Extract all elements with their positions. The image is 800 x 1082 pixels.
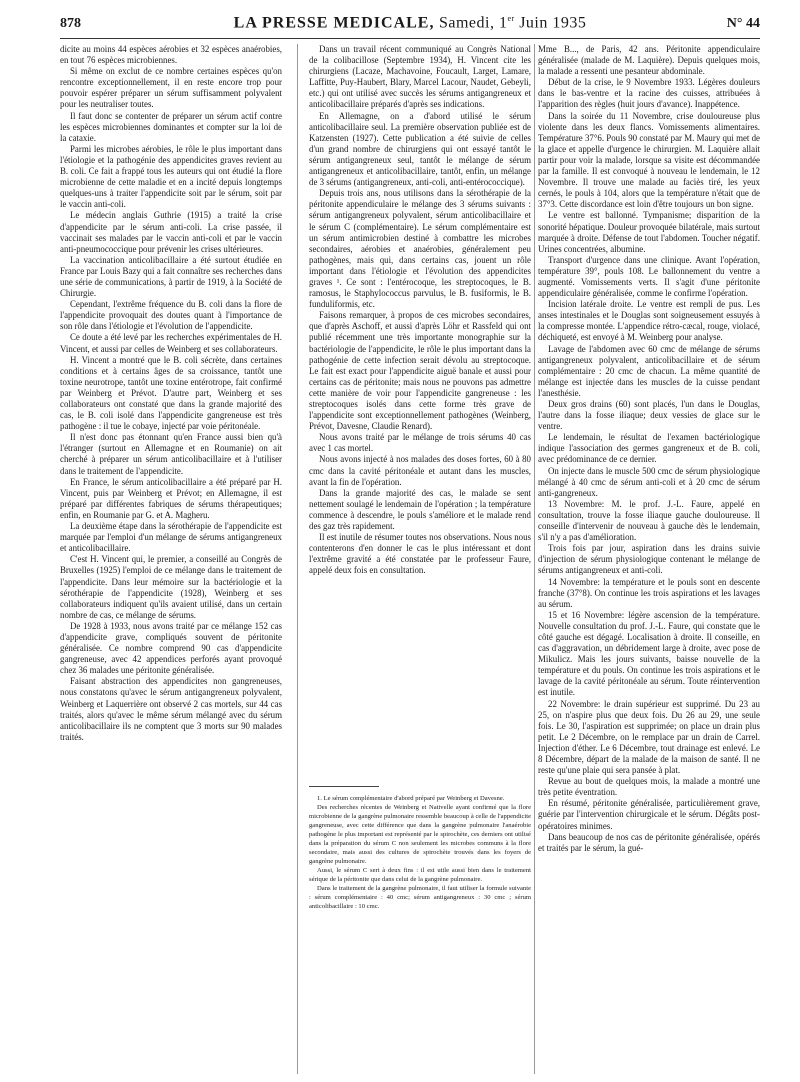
paragraph: 14 Novembre: la température et le pouls sont en descente franche (37°8). On continue les trois aspirations et les lavages au sérum. bbox=[538, 576, 760, 609]
paragraph: De 1928 à 1933, nous avons traité par ce mélange 152 cas d'appendicite grave, compliqués souvent de péritonite généralisée. Ce nombre comprend 90 cas d'appendicite gangreneuse, avec 42 appendices perforés ayant provoqué chez 36 malades une péritonite généralisée. bbox=[60, 620, 282, 676]
paragraph: dicite au moins 44 espèces aérobies et 32 espèces anaérobies, en tout 76 espèces microbiennes. bbox=[60, 44, 282, 66]
paragraph: Cependant, l'extrême fréquence du B. coli dans la flore de l'appendicite provoquait des doutes quant à l'importance de son rôle dans l'étiologie et l'évolution de l'appendicite. bbox=[60, 299, 282, 332]
paragraph: Revue au bout de quelques mois, la malade a montré une très petite éventration. bbox=[538, 776, 760, 798]
page-header bbox=[60, 14, 760, 38]
paragraph: Depuis trois ans, nous utilisons dans la sérothérapie de la péritonite appendiculaire le mélange des 3 sérums suivants : sérum antigangreneux polyvalent, sérum anticolibacillaire et le sérum C (complémentaire). Le sérum complémentaire est un sérum antimicrobien destiné à combattre les microbes secondaires, aérobies et anaérobies, généralement peu pathogènes, mais qui, dans certains cas, jouent un rôle important dans l'étiologie et l'évolution des appendicites graves ¹. Ce sont : l'entérocoque, les streptocoques, le B. ramosus, le Staphylococcus parvulus, le B. fusiformis, le B. funduliformis, etc. bbox=[309, 188, 531, 310]
issue-day: Samedi, bbox=[438, 14, 495, 32]
paragraph: C'est H. Vincent qui, le premier, a conseillé au Congrès de Bruxelles (1925) l'emploi de ce mélange dans le traitement de l'appendicite. Dans leur mémoire sur la bactériologie et la sérothérapie de l'appendicite (1928), Weinberg et ses collaborateurs indiquent qu'ils avaient utilisé, dans un certain nombre de cas, ce mélange de sérums. bbox=[60, 554, 282, 620]
paragraph: Si même on exclut de ce nombre certaines espèces qu'on rencontre exceptionnellement, il en reste encore trop pour pouvoir espérer préparer un sérum suffisamment polyvalent pour les neutraliser toutes. bbox=[60, 66, 282, 110]
issue-date-sup: er bbox=[507, 14, 515, 23]
footnotes bbox=[309, 794, 531, 1074]
header-rule bbox=[60, 38, 760, 39]
paragraph: Faisons remarquer, à propos de ces microbes secondaires, que d'après Aschoff, et aussi d'après Löhr et Rassfeld qui ont publié récemment une très importante monographie sur la bactériologie de l'appendicite, le rôle le plus important dans la pathogénie de cette infection serait dévolu au streptocoque. Le fait est exact pour l'appendicite aiguë banale et aussi pour certains cas de péritonite; mais nous ne pouvons pas admettre cette manière de voir pour l'appendicite gangreneuse : les streptocoques isolés dans cette forme très grave de l'appendicite sont exceptionnellement pathogènes (Weinberg, Prévot, Davesne, Claudie Renard). bbox=[309, 310, 531, 432]
paragraph: H. Vincent a montré que le B. coli sécrète, dans certaines conditions et à certains âges de sa croissance, tantôt une toxine neurotrope, tantôt une toxine entérotrope, fait confirmé par Weinberg et Prévot. D'autre part, Weinberg et ses collaborateurs ont constaté que dans la grande majorité des cas, le B. coli isolé dans l'appendicite gangreneuse est très pathogène : il tue le cobaye, injecté par voie péritonéale. bbox=[60, 354, 282, 432]
paragraph: Mme B..., de Paris, 42 ans. Péritonite appendiculaire généralisée (malade de M. Laquière). Depuis quelques mois, la malade a ressenti une pesanteur abdominale. bbox=[538, 44, 760, 77]
paragraph: Parmi les microbes aérobies, le rôle le plus important dans l'étiologie et la pathogénie des appendicites graves revient au B. coli. Ce fait a frappé tous les auteurs qui ont étudié la flore microbienne de cette maladie et en a incité depuis longtemps quelques-uns à traiter l'appendicite soit par le sérum, soit par le vaccin anti-coli. bbox=[60, 143, 282, 210]
paragraph: Nous avons traité par le mélange de trois sérums 40 cas avec 1 cas mortel. bbox=[309, 432, 531, 454]
paragraph: Nous avons injecté à nos malades des doses fortes, 60 à 80 cmc dans la cavité péritonéale et autant dans les muscles, avant la fin de l'opération. bbox=[309, 454, 531, 487]
paragraph: 1. Le sérum complémentaire d'abord préparé par Weinberg et Davesne. bbox=[317, 795, 505, 802]
text-column-1 bbox=[60, 44, 282, 1074]
paragraph: Dans beaucoup de nos cas de péritonite généralisée, opérés et traités par le sérum, la gué- bbox=[538, 831, 760, 853]
paragraph: 22 Novembre: le drain supérieur est supprimé. Du 23 au 25, on n'aspire plus que deux fois. Du 26 au 29, une seule fois. Le 30, l'aspiration est supprimée; on place un drain plus petit. Le 2 Décembre, on le remplace par un drain de Carrel. Injection d'éther. Le 6 Décembre, tout drainage est enlevé. Le 8 Décembre, départ de la malade de la maison de santé. Il ne reste qu'une plaie qui sera pansée à plat. bbox=[538, 698, 760, 776]
paragraph: Transport d'urgence dans une clinique. Avant l'opération, température 39°, pouls 108. Le ballonnement du ventre a augmenté. Vomissements verts. Il s'agit d'une péritonite appendiculaire généralisée, comme le confirme l'opération. bbox=[538, 254, 760, 299]
issue-number: N° 44 bbox=[726, 16, 760, 31]
paragraph: Trois fois par jour, aspiration dans les drains suivie d'injection de sérum physiologique contenant le mélange de sérums antigangreneux et anti-coli. bbox=[538, 543, 760, 576]
paragraph: On injecte dans le muscle 500 cmc de sérum physiologique mélangé à 40 cmc de sérum anti-coli et à 20 cmc de sérum anti-gangreneux. bbox=[538, 465, 760, 498]
paragraph: Ce doute a été levé par les recherches expérimentales de H. Vincent, et aussi par celles de Weinberg et ses collaborateurs. bbox=[60, 332, 282, 354]
paragraph: En France, le sérum anticolibacillaire a été préparé par H. Vincent, puis par Weinberg et Prévot; en Allemagne, il est préparé par différentes fabriques de sérums thérapeutiques; enfin, en Roumanie par G. et A. Magheru. bbox=[60, 476, 282, 520]
paragraph: Dans la soirée du 11 Novembre, crise douloureuse plus violente dans les deux flancs. Vomissements alimentaires. Température 37°6. Pouls 90 constaté par M. Maury qui met de la glace et appelle d'urgence le chirurgien. M. Laquière allait partir pour voir la malade, lorsque sa visite est décommandée par la famille. Il est convoqué à nouveau le lendemain, le 12 Novembre. Il trouve une malade au faciès tiré, les yeux cernés, le pouls à 104, alors que la température n'était que de 37°3. Cette discordance est loin d'être toujours un bon signe. bbox=[538, 110, 760, 210]
text-column-3 bbox=[538, 44, 760, 1074]
paragraph: 15 et 16 Novembre: légère ascension de la température. Nouvelle consultation du prof. J.-L. Faure, qui constate que le côté gauche est dégagé. Localisation à droite. Il conseille, en cas d'aggravation, un débridement large à droite, avec pose de Mikulicz. Mais les jours suivants, baisse nouvelle de la température et du pouls. On continue les trois aspirations et le lavage de la cavité péritonéale au sérum. Toute réintervention est inutile. bbox=[538, 609, 760, 698]
footnote-rule bbox=[309, 786, 379, 787]
text-column-2 bbox=[309, 44, 531, 780]
paragraph: Dans un travail récent communiqué au Congrès National de la colibacillose (Septembre 1934), H. Vincent cite les chirurgiens (Lacaze, Machavoine, Foucault, Larget, Lamare, Laffitte, Puy-Haubert, Blary, Marcel Lacour, Naudet, Gebeyli, etc.) qui ont utilisé avec succès les sérums antigangreneux et anticolibacillaire préparés d'après ses indications. bbox=[309, 44, 531, 110]
paragraph: En Allemagne, on a d'abord utilisé le sérum anticolibacillaire seul. La première observation publiée est de Katzensten (1927). Cette publication a été suivie de celles d'un grand nombre de chirurgiens qui ont essayé tantôt le sérum antigangreneux seul, tantôt le mélange de sérum antigangreneux et anticolibacillaire, tantôt, enfin, un mélange de 3 sérums (antigangreneux, anti-coli, anti-entérococcique). bbox=[309, 110, 531, 188]
paragraph: Faisant abstraction des appendicites non gangreneuses, nous constatons qu'avec le sérum antigangreneux polyvalent, Weinberg et Laquerrière ont observé 2 cas mortels, sur 44 cas traités, alors qu'avec le même sérum mélangé avec du sérum anticolibacillaire ils ne comptent que 3 morts sur 90 malades traités. bbox=[60, 676, 282, 742]
column-divider bbox=[534, 44, 535, 1074]
paragraph: Début de la crise, le 9 Novembre 1933. Légères douleurs dans le bas-ventre et la racine des cuisses, attribuées à l'apparition des règles (huit jours d'avance). Inappétence. bbox=[538, 77, 760, 110]
paragraph: Deux gros drains (60) sont placés, l'un dans le Douglas, l'autre dans la fosse iliaque; deux vessies de glace sur le ventre. bbox=[538, 399, 760, 432]
paragraph: Le lendemain, le résultat de l'examen bactériologique indique l'association des germes gangreneux et de B. coli, avec prédominance de ce dernier. bbox=[538, 432, 760, 465]
paragraph: Le médecin anglais Guthrie (1915) a traité la crise d'appendicite par le sérum anti-coli. La crise passée, il vaccinait ses malades par le vaccin anti-coli et par le vaccin anti-pneumococcique pour prévenir les crises ultérieures. bbox=[60, 210, 282, 254]
paragraph: La vaccination anticolibacillaire a été surtout étudiée en France par Louis Bazy qui a fait connaître ses recherches dans une série de communications, à partir de 1919, à la Société de Chirurgie. bbox=[60, 254, 282, 299]
paragraph: Aussi, le sérum C sert à deux fins : il est utile aussi bien dans le traitement sérique de la péritonite que dans celui de la gangrène pulmonaire. bbox=[309, 867, 531, 883]
paragraph: Dans la grande majorité des cas, le malade se sent nettement soulagé le lendemain de l'opération ; la température commence à descendre, le pouls s'améliore et le malade rend des gaz très rapidement. bbox=[309, 487, 531, 532]
issue-date-rest: Juin 1935 bbox=[519, 14, 587, 32]
paragraph: Il faut donc se contenter de préparer un sérum actif contre les espèces microbiennes dominantes et compter sur la loi de la cataxie. bbox=[60, 110, 282, 143]
issue-date-day: 1 bbox=[498, 14, 508, 32]
paragraph: Des recherches récentes de Weinberg et Nativelle ayant confirmé que la flore microbienne de la gangrène pulmonaire ressemble beaucoup à celle de l'appendicite gangreneuse, avec cette différence que dans la gangrène pulmonaire l'anaérobie pathogène le plus important est représenté par le spirochète, ces derniers ont utilisé dans la préparation du sérum C non seulement les microbes communs à la flore secondaire, mais aussi des cultures de spirochète trouvés dans les foyers de gangrène pulmonaire. bbox=[309, 804, 531, 865]
paragraph: Lavage de l'abdomen avec 60 cmc de mélange de sérums antigangreneux polyvalent, anticolibacillaire et de sérum complémentaire : 20 cmc de chacun. La même quantité de mélange est injectée dans les muscles de la cuisse pendant l'anesthésie. bbox=[538, 343, 760, 398]
journal-name: LA PRESSE MEDICALE, bbox=[233, 14, 435, 32]
paragraph: En résumé, péritonite généralisée, particulièrement grave, guérie par l'intervention chirurgicale et le sérum. Dégâts post-opératoires minimes. bbox=[538, 798, 760, 831]
paragraph: Il est inutile de résumer toutes nos observations. Nous nous contenterons d'en donner le cas le plus intéressant et dont l'extrême gravité a été constatée par le professeur Faure, appelé deux fois en consultation. bbox=[309, 532, 531, 576]
paragraph: Dans le traitement de la gangrène pulmonaire, il faut utiliser la formule suivante : sérum complémentaire : 40 cmc; sérum antigangreneux : 30 cmc ; sérum anticolibacillaire : 10 cmc. bbox=[309, 885, 531, 910]
paragraph: La deuxième étape dans la sérothérapie de l'appendicite est marquée par l'emploi d'un mélange de sérums antigangreneux et anticolibacillaire. bbox=[60, 521, 282, 554]
paragraph: Il n'est donc pas étonnant qu'en France aussi bien qu'à l'étranger (surtout en Allemagne et en Roumanie) on ait cherché à préparer un sérum anticolibacillaire et à l'utiliser dans le traitement de l'appendicite. bbox=[60, 432, 282, 476]
paragraph: Incision latérale droite. Le ventre est rempli de pus. Les anses intestinales et le Douglas sont soigneusement essuyés à la compresse montée. L'appendice rétro-cæcal, rouge, violacé, déchiqueté, est envoyé à M. Weinberg pour analyse. bbox=[538, 299, 760, 343]
page-number: 878 bbox=[60, 16, 81, 31]
column-divider bbox=[297, 44, 298, 1074]
paragraph: Le ventre est ballonné. Tympanisme; disparition de la sonorité hépatique. Douleur provoquée bilatérale, mais surtout marquée à droite. Défense de tout l'abdomen. Toucher négatif. Urines concentrées, albumine. bbox=[538, 210, 760, 254]
journal-title-line bbox=[60, 14, 760, 32]
paragraph: 13 Novembre: M. le prof. J.-L. Faure, appelé en consultation, trouve la fosse iliaque gauche douloureuse. Il conseille d'intervenir de nouveau à gauche dès le lendemain, s'il n'y a pas d'amélioration. bbox=[538, 498, 760, 543]
